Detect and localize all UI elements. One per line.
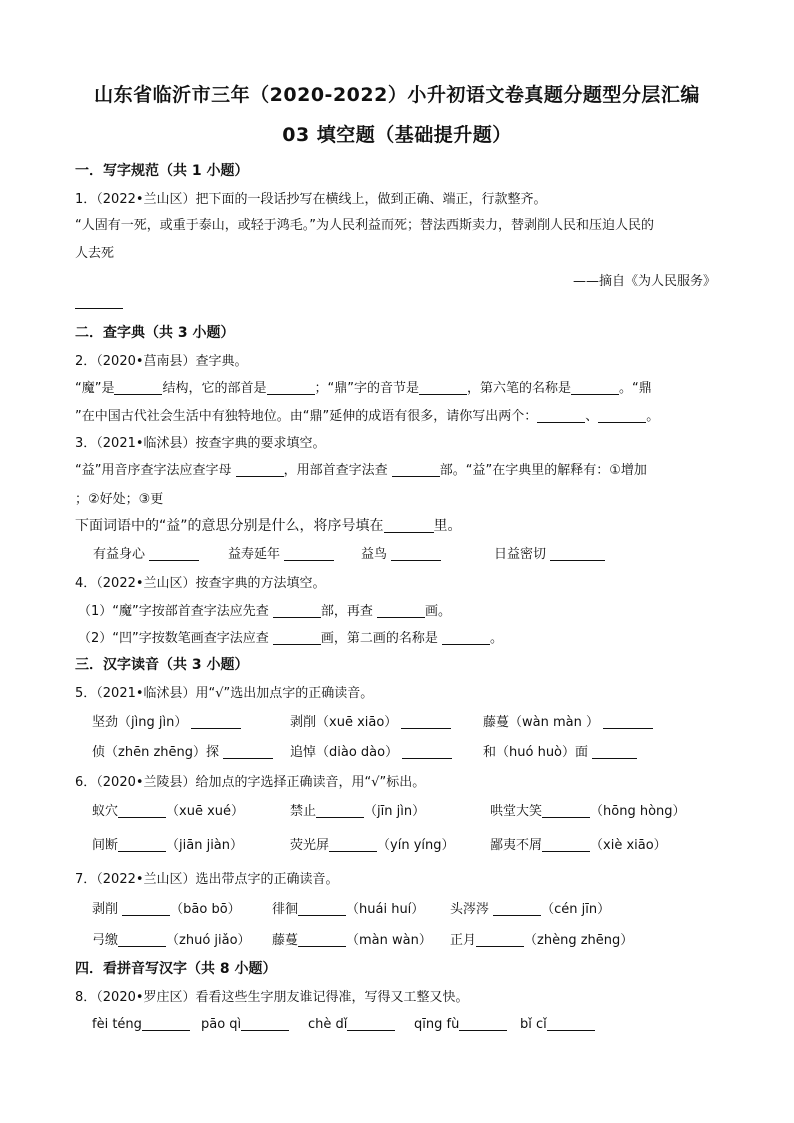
q6-item <box>490 834 667 853</box>
q2-structure-blank[interactable] <box>114 380 162 395</box>
q2-text: ，第六笔的名称是 <box>466 381 571 396</box>
q6-item <box>290 800 425 819</box>
q6-word: 间断 <box>92 838 119 853</box>
q7-word: 正月 <box>450 933 477 948</box>
q5-word: 坚劲 <box>92 715 119 730</box>
q6-pinyin: （xuē xué） <box>166 804 245 819</box>
q3-word-item <box>228 543 334 562</box>
question-3-line3 <box>75 515 462 535</box>
q3-word: 益寿延年 <box>228 547 281 562</box>
q5-item <box>92 711 241 730</box>
q5-item <box>92 741 273 760</box>
q6-pinyin: （yín yíng） <box>377 838 455 853</box>
question-4-stem: 4．（2022•兰山区）按查字典的方法填空。 <box>75 576 326 591</box>
q4-text: （2）“凹”字按数笔画查字法应查 <box>78 631 273 646</box>
q3-word-item <box>93 543 199 562</box>
q4-text: 画，第二画的名称是 <box>320 631 443 646</box>
q5-word: 追悼 <box>290 745 317 760</box>
question-1-answer-line[interactable] <box>75 308 123 309</box>
question-5-stem: 5．（2021•临沭县）用“√”选出加点字的正确读音。 <box>75 686 374 701</box>
q2-idiom2-blank[interactable] <box>598 408 646 423</box>
q2-text: ；“鼎”字的音节是 <box>314 381 419 396</box>
section-heading-pronunciation: 三．汉字读音（共 3 小题） <box>75 657 249 673</box>
q4-text: 。 <box>490 631 504 646</box>
q7-pinyin: （màn wàn） <box>346 933 432 948</box>
q3-word-blank[interactable] <box>550 546 605 561</box>
q4-count-blank[interactable] <box>273 630 321 645</box>
q3-fill-blank[interactable] <box>384 518 434 533</box>
q3-word-blank[interactable] <box>284 546 334 561</box>
section-heading-pinyin-writing: 四．看拼音写汉字（共 8 小题） <box>75 961 277 977</box>
q6-word: 禁止 <box>290 804 317 819</box>
q3-text: ，用部首查字法查 <box>283 463 392 478</box>
q7-blank[interactable] <box>298 932 346 947</box>
q7-blank[interactable] <box>122 901 170 916</box>
q3-word-item <box>361 543 441 562</box>
q8-pinyin: qīng fù <box>414 1017 460 1032</box>
q6-item <box>92 800 244 819</box>
q7-blank[interactable] <box>298 901 346 916</box>
question-8-stem: 8．（2020•罗庄区）看看这些生字朋友谁记得准，写得又工整又快。 <box>75 990 469 1005</box>
q4-radical-blank[interactable] <box>273 603 321 618</box>
question-1-source: ——摘自《为人民服务》 <box>572 274 716 289</box>
q7-pinyin: （cén jīn） <box>541 902 611 917</box>
q2-text: “魔”是 <box>75 381 115 396</box>
q2-text: 结构，它的部首是 <box>162 381 267 396</box>
question-4-part2 <box>78 627 503 646</box>
q7-item <box>92 898 241 917</box>
q4-text: 部，再查 <box>320 604 378 619</box>
q5-blank[interactable] <box>402 744 452 759</box>
q7-word: 藤蔓 <box>272 933 299 948</box>
q7-pinyin: （zhèng zhēng） <box>524 933 634 948</box>
q6-blank[interactable] <box>118 803 166 818</box>
q3-text: 部。“益”在字典里的解释有：①增加 <box>439 463 647 478</box>
q6-word: 蚁穴 <box>92 804 119 819</box>
q3-word: 益鸟 <box>361 547 388 562</box>
q7-blank[interactable] <box>118 932 166 947</box>
q8-item <box>308 1016 395 1032</box>
q5-pinyin: （jìng jìn） <box>118 715 188 730</box>
question-2-line1 <box>75 377 652 396</box>
q3-text: “益”用音序查字法应查字母 <box>75 463 236 478</box>
q5-blank[interactable] <box>223 744 273 759</box>
q3-word-blank[interactable] <box>391 546 441 561</box>
q6-pinyin: （xiè xiāo） <box>590 838 667 853</box>
q6-pinyin: （jīn jìn） <box>364 804 426 819</box>
q6-blank[interactable] <box>118 837 166 852</box>
q8-blank[interactable] <box>347 1016 395 1031</box>
question-1-stem: 1．（2022•兰山区）把下面的一段话抄写在横线上，做到正确、端正，行款整齐。 <box>75 192 547 207</box>
q8-blank[interactable] <box>142 1016 190 1031</box>
q3-word: 日益密切 <box>494 547 547 562</box>
q2-text: 。“鼎 <box>619 381 652 396</box>
q5-word: 藤蔓 <box>483 715 510 730</box>
q4-text: （1）“魔”字按部首查字法应先查 <box>78 604 273 619</box>
q5-blank[interactable] <box>401 714 451 729</box>
question-3-stem: 3．（2021•临沭县）按查字典的要求填空。 <box>75 436 326 451</box>
q8-blank[interactable] <box>241 1016 289 1031</box>
q6-item <box>290 834 455 853</box>
question-1-passage-line1: “人固有一死，或重于泰山，或轻于鸿毛。”为人民利益而死；替法西斯卖力，替剥削人民和压迫人民的 <box>75 218 654 233</box>
question-3-line1 <box>75 459 647 478</box>
q7-blank[interactable] <box>476 932 524 947</box>
q7-pinyin: （huái huí） <box>346 902 425 917</box>
q7-pinyin: （bāo bō） <box>170 902 241 917</box>
section-heading-writing: 一．写字规范（共 1 小题） <box>75 163 249 179</box>
q5-item <box>483 741 637 760</box>
q5-blank[interactable] <box>191 714 241 729</box>
q7-item <box>272 929 432 948</box>
q7-item <box>450 898 610 917</box>
q8-pinyin: bǐ cǐ <box>520 1017 547 1032</box>
q5-pinyin: （zhēn zhēng）探 <box>105 745 220 760</box>
q8-pinyin: chè dǐ <box>308 1017 348 1032</box>
document-title-line2: 03 填空题（基础提升题） <box>282 124 512 146</box>
question-2-stem: 2．（2020•莒南县）查字典。 <box>75 354 248 369</box>
q5-pinyin: （wàn màn ） <box>509 715 599 730</box>
section-heading-dictionary: 二．查字典（共 3 小题） <box>75 325 235 341</box>
q5-item <box>290 711 451 730</box>
q7-word: 剥削 <box>92 902 119 917</box>
q8-blank[interactable] <box>459 1016 507 1031</box>
question-6-stem: 6．（2020•兰陵县）给加点的字选择正确读音，用“√”标出。 <box>75 775 426 790</box>
q6-word: 鄙夷不屑 <box>490 838 543 853</box>
q2-text: ”在中国古代社会生活中有独特地位。由“鼎”延伸的成语有很多，请你写出两个： <box>75 409 538 424</box>
q7-pinyin: （zhuó jiǎo） <box>166 933 251 948</box>
q3-letter-blank[interactable] <box>236 462 284 477</box>
q5-pinyin: （huó huò）面 <box>496 745 589 760</box>
q3-word-item <box>494 543 605 562</box>
q5-word: 剥削 <box>290 715 317 730</box>
q5-item <box>290 741 452 760</box>
question-3-line2: ；②好处；③更 <box>75 492 164 507</box>
q4-strokes-blank[interactable] <box>377 603 425 618</box>
q2-syllable-blank[interactable] <box>419 380 467 395</box>
q6-pinyin: （jiān jiàn） <box>166 838 244 853</box>
q6-blank[interactable] <box>542 837 590 852</box>
q5-item <box>483 711 653 730</box>
q4-text: 画。 <box>425 604 452 619</box>
q2-text: 、 <box>585 409 599 424</box>
q8-item <box>92 1016 190 1032</box>
q3-text: 下面词语中的“益”的意思分别是什么，将序号填在 <box>75 518 384 534</box>
q8-pinyin: fèi téng <box>92 1017 142 1032</box>
q7-item <box>450 929 633 948</box>
q3-word-blank[interactable] <box>149 546 199 561</box>
question-1-passage-line2: 人去死 <box>75 246 115 261</box>
q7-blank[interactable] <box>493 901 541 916</box>
q2-idiom1-blank[interactable] <box>537 408 585 423</box>
q3-text: 里。 <box>433 518 462 534</box>
q5-blank[interactable] <box>592 744 637 759</box>
q3-radical-blank[interactable] <box>392 462 440 477</box>
q6-word: 荧光屏 <box>290 838 330 853</box>
q2-stroke-blank[interactable] <box>571 380 619 395</box>
q6-blank[interactable] <box>316 803 364 818</box>
q8-item <box>414 1016 507 1032</box>
document-title-line1: 山东省临沂市三年（2020-2022）小升初语文卷真题分题型分层汇编 <box>94 84 700 106</box>
q6-blank[interactable] <box>542 803 590 818</box>
question-4-part1 <box>78 600 451 619</box>
q5-pinyin: （diào dào） <box>316 745 399 760</box>
q5-word: 侦 <box>92 745 106 760</box>
q6-item <box>490 800 686 819</box>
q6-word: 哄堂大笑 <box>490 804 543 819</box>
q7-word: 徘徊 <box>272 902 299 917</box>
q7-word: 弓缴 <box>92 933 119 948</box>
q6-item <box>92 834 243 853</box>
q5-blank[interactable] <box>603 714 653 729</box>
question-2-line2 <box>75 405 659 424</box>
q3-word: 有益身心 <box>93 547 146 562</box>
q7-item <box>272 898 424 917</box>
q8-item <box>201 1016 289 1032</box>
q5-pinyin: （xuē xiāo） <box>316 715 398 730</box>
q2-text: 。 <box>646 409 660 424</box>
q8-pinyin: pāo qì <box>201 1017 242 1032</box>
q7-word: 头涔涔 <box>450 902 490 917</box>
q8-item <box>520 1016 595 1032</box>
q6-pinyin: （hōng hòng） <box>590 804 686 819</box>
q2-radical-blank[interactable] <box>267 380 315 395</box>
q8-blank[interactable] <box>547 1016 595 1031</box>
q7-item <box>92 929 251 948</box>
q4-stroke-name-blank[interactable] <box>442 630 490 645</box>
q6-blank[interactable] <box>329 837 377 852</box>
question-7-stem: 7．（2022•兰山区）选出带点字的正确读音。 <box>75 872 339 887</box>
q5-word: 和 <box>483 745 497 760</box>
